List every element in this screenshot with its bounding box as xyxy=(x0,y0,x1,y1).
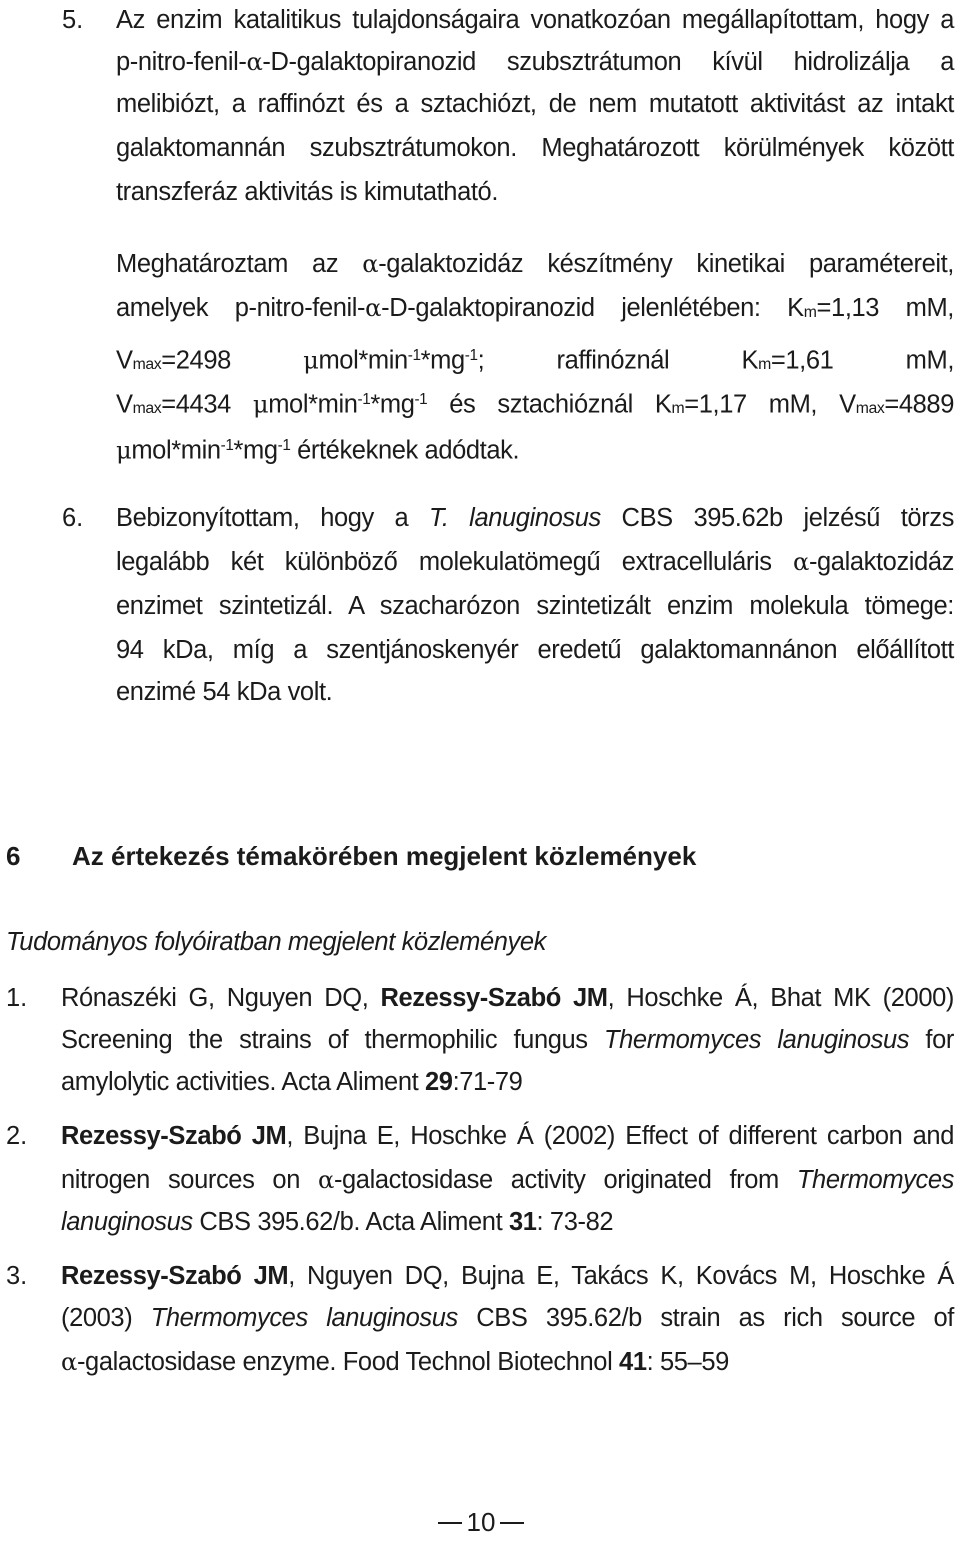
subsection-heading: Tudományos folyóiratban megjelent közlemények xyxy=(6,928,546,956)
item5-line-2: p-nitro-fenil-α-D-galaktopiranozid szubsztrátumon kívül hidrolizálja a xyxy=(116,48,954,76)
item5-line-1: Az enzim katalitikus tulajdonságaira vonatkozóan megállapítottam, hogy a xyxy=(116,6,954,34)
mu-symbol: μ xyxy=(252,390,269,419)
item6-line-5: enzimé 54 kDa volt. xyxy=(116,678,333,706)
section-title: Az értekezés témakörében megjelent közlemények xyxy=(72,841,697,871)
page-number-dash-left xyxy=(438,1522,462,1524)
alpha-symbol: α xyxy=(246,48,263,76)
item6-line-4: 94 kDa, míg a szentjánoskenyér eredetű galaktomannánon előállított xyxy=(116,636,954,664)
alpha-symbol: α xyxy=(365,294,382,322)
reference-number-3: 3. xyxy=(6,1262,28,1290)
reference-1-line-3: amylolytic activities. Acta Aliment 29:71-79 xyxy=(61,1068,523,1096)
reference-2-line-2: nitrogen sources on α-galactosidase activity originated from Thermomyces xyxy=(61,1166,954,1194)
item5-line-5: transzferáz aktivitás is kimutatható. xyxy=(116,178,499,206)
reference-2-line-1: Rezessy-Szabó JM, Bujna E, Hoschke Á (2002) Effect of different carbon and xyxy=(61,1122,954,1150)
mu-symbol: μ xyxy=(303,346,319,375)
kinetics-line-4: Vmax=4434 $\mu mol*\min^{-1}*mg^{-1}$ és sztachióznál Km=1,17 mM, Vmax=4889 xyxy=(116,390,954,419)
reference-3-line-1: Rezessy-Szabó JM, Nguyen DQ, Bujna E, Takács K, Kovács M, Hoschke Á xyxy=(61,1262,954,1290)
page-number-footer xyxy=(0,1502,960,1542)
kinetics-line-2: amelyek p-nitro-fenil-α-D-galaktopiranozid jelenlétében: Km=1,13 mM, xyxy=(116,294,954,322)
mu-symbol: μ xyxy=(116,436,132,465)
item6-line-3: enzimet szintetizál. A szacharózon szintetizált enzim molekula tömege: xyxy=(116,592,954,620)
item6-line-2: legalább két különböző molekulatömegű extracelluláris α-galaktozidáz xyxy=(116,548,954,576)
item6-line-1: Bebizonyítottam, hogy a T. lanuginosus CBS 395.62b jelzésű törzs xyxy=(116,504,954,532)
reference-number-2: 2. xyxy=(6,1122,28,1150)
alpha-symbol: α xyxy=(61,1348,77,1376)
kinetics-line-1: Meghatároztam az α-galaktozidáz készítmény kinetikai paramétereit, xyxy=(116,250,954,278)
item5-line-3: melibiózt, a raffinózt és a sztachiózt, de nem mutatott aktivitást az intakt xyxy=(116,90,954,118)
list-number-5: 5. xyxy=(62,6,84,34)
item5-line-4: galaktomannán szubsztrátumokon. Meghatározott körülmények között xyxy=(116,134,954,162)
reference-3-line-3: α-galactosidase enzyme. Food Technol Biotechnol 41: 55–59 xyxy=(61,1348,729,1376)
alpha-symbol: α xyxy=(792,548,809,576)
page-number-dash-right xyxy=(500,1522,524,1524)
reference-1-line-2: Screening the strains of thermophilic fungus Thermomyces lanuginosus for xyxy=(61,1026,954,1054)
kinetics-line-3: Vmax=2498 $\mu mol*\min^{-1}*mg^{-1}$; raffinóznál Km=1,61 mM, xyxy=(116,346,955,375)
kinetics-line-5: $\mu mol*\min^{-1}*mg^{-1}$ értékeknek adódtak. xyxy=(116,436,520,465)
reference-number-1: 1. xyxy=(6,984,28,1012)
section-heading xyxy=(6,834,696,878)
page-number: 10 xyxy=(466,1507,496,1537)
reference-2-line-3: lanuginosus CBS 395.62/b. Acta Aliment 31: 73-82 xyxy=(61,1208,614,1236)
reference-1-line-1: Rónaszéki G, Nguyen DQ, Rezessy-Szabó JM, Hoschke Á, Bhat MK (2000) xyxy=(61,984,954,1012)
section-number: 6 xyxy=(6,841,21,871)
alpha-symbol: α xyxy=(362,250,379,278)
reference-3-line-2: (2003) Thermomyces lanuginosus CBS 395.62/b strain as rich source of xyxy=(61,1304,954,1332)
alpha-symbol: α xyxy=(317,1166,334,1194)
list-number-6: 6. xyxy=(62,504,84,532)
